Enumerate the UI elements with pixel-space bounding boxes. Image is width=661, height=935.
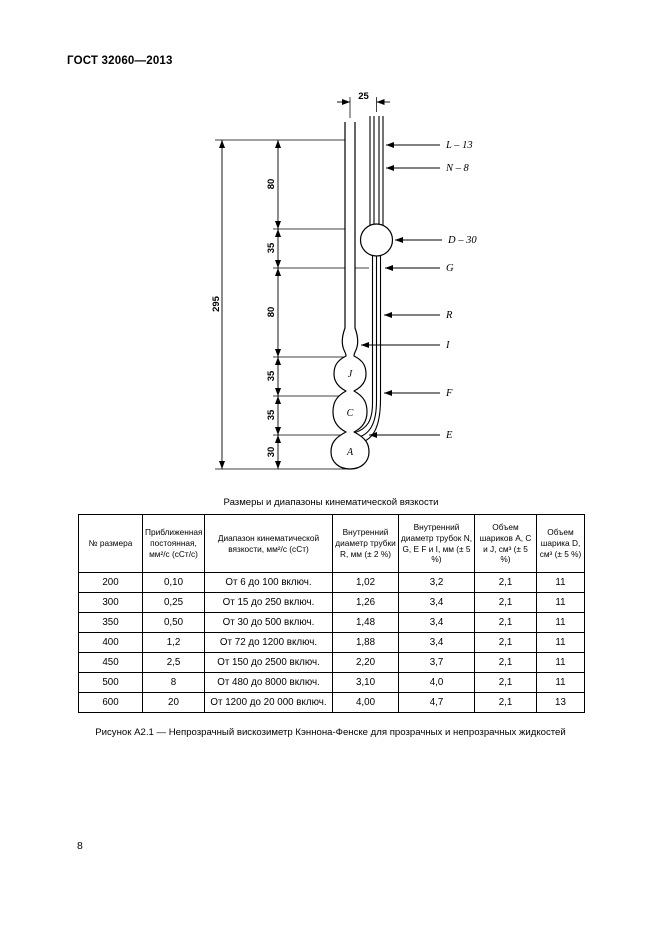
- table-row: [79, 573, 585, 593]
- table-cell: 3,10: [333, 673, 399, 693]
- table-cell: 1,02: [333, 573, 399, 593]
- table-cell: 11: [537, 633, 585, 653]
- table-cell: 400: [79, 633, 143, 653]
- bulb-letter-A: A: [346, 447, 354, 458]
- dim-label-width: 25: [358, 91, 369, 102]
- viscometer-figure: [140, 88, 520, 493]
- table-cell: 1,26: [333, 593, 399, 613]
- table-row: [79, 633, 585, 653]
- table-cell: 1,2: [143, 633, 205, 653]
- table-cell: 11: [537, 673, 585, 693]
- table-cell: 2,1: [475, 673, 537, 693]
- bulb-letter-C: C: [346, 408, 354, 419]
- table-cell: 500: [79, 673, 143, 693]
- col-header-range: Диапазон кинематической вязкости, мм²/с (сСт): [205, 515, 333, 573]
- right-tube: [370, 116, 383, 228]
- dim-label-segment: 80: [266, 178, 277, 190]
- dim-label-segment: 35: [266, 242, 277, 254]
- table-cell: 11: [537, 613, 585, 633]
- page-number: 8: [77, 840, 83, 852]
- table-cell: 8: [143, 673, 205, 693]
- col-header-tubes-ngef: Внутренний диаметр трубок N, G, E F и I, мм (± 5 %): [399, 515, 475, 573]
- table-row: [79, 673, 585, 693]
- callout-label-F: F: [446, 388, 453, 399]
- table-cell: 2,1: [475, 633, 537, 653]
- table-cell: 3,4: [399, 593, 475, 613]
- callout-label-N: N – 8: [446, 163, 469, 174]
- table-row: [79, 653, 585, 673]
- table-cell: 200: [79, 573, 143, 593]
- table-cell: 3,4: [399, 613, 475, 633]
- table-cell: 1,88: [333, 633, 399, 653]
- table-cell: 4,7: [399, 693, 475, 713]
- table-row: [79, 693, 585, 713]
- table-cell: 3,2: [399, 573, 475, 593]
- viscosity-table: [78, 514, 585, 713]
- callout-label-L: L – 13: [446, 140, 473, 151]
- doc-number: ГОСТ 32060—2013: [67, 55, 173, 67]
- table-cell: 4,00: [333, 693, 399, 713]
- callout-label-D: D – 30: [448, 235, 477, 246]
- table-cell: От 72 до 1200 включ.: [205, 633, 333, 653]
- col-header-bulb-d: Объем шарика D, см³ (± 5 %): [537, 515, 585, 573]
- bulb-letter-J: J: [347, 369, 353, 380]
- table-cell: 11: [537, 593, 585, 613]
- table-cell: 2,1: [475, 593, 537, 613]
- col-header-tube-r: Внутренний диаметр трубки R, мм (± 2 %): [333, 515, 399, 573]
- bulb-d: [361, 224, 393, 256]
- table-cell: 300: [79, 593, 143, 613]
- callout-label-R: R: [446, 310, 453, 321]
- table-cell: 2,20: [333, 653, 399, 673]
- table-row: [79, 613, 585, 633]
- table-cell: От 30 до 500 включ.: [205, 613, 333, 633]
- table-cell: 20: [143, 693, 205, 713]
- table-cell: 0,10: [143, 573, 205, 593]
- col-header-size: № размера: [79, 515, 143, 573]
- table-cell: 4,0: [399, 673, 475, 693]
- table-cell: 3,7: [399, 653, 475, 673]
- callout-label-I: I: [446, 340, 450, 351]
- table-cell: 350: [79, 613, 143, 633]
- col-header-bulbs-acj: Объем шариков A, C и J, см³ (± 5 %): [475, 515, 537, 573]
- callout-label-E: E: [446, 430, 453, 441]
- table-cell: 11: [537, 653, 585, 673]
- dim-label-segment: 30: [266, 446, 277, 458]
- table-cell: 600: [79, 693, 143, 713]
- table-cell: От 1200 до 20 000 включ.: [205, 693, 333, 713]
- table-cell: От 480 до 8000 включ.: [205, 673, 333, 693]
- table-row: [79, 593, 585, 613]
- dim-label-segment: 35: [266, 409, 277, 421]
- table-cell: 0,25: [143, 593, 205, 613]
- table-cell: 0,50: [143, 613, 205, 633]
- col-header-constant: Приближенная постоянная, мм²/с (сСт/с): [143, 515, 205, 573]
- dim-label-segment: 80: [266, 306, 277, 318]
- table-cell: От 150 до 2500 включ.: [205, 653, 333, 673]
- dim-label-segment: 35: [266, 370, 277, 382]
- table-cell: От 6 до 100 включ.: [205, 573, 333, 593]
- table-cell: 3,4: [399, 633, 475, 653]
- table-cell: 2,1: [475, 613, 537, 633]
- table-cell: 13: [537, 693, 585, 713]
- table-cell: 2,5: [143, 653, 205, 673]
- table-cell: 2,1: [475, 693, 537, 713]
- dim-label-overall: 295: [211, 296, 222, 312]
- table-cell: 1,48: [333, 613, 399, 633]
- table-cell: 2,1: [475, 653, 537, 673]
- table-cell: 11: [537, 573, 585, 593]
- table-header-row: [79, 515, 585, 573]
- figure-caption: Рисунок А2.1 — Непрозрачный вискозиметр Кэннона-Фенске для прозрачных и непрозрачных жидкостей: [95, 727, 566, 738]
- table-cell: 450: [79, 653, 143, 673]
- callout-label-G: G: [446, 263, 454, 274]
- table-cell: 2,1: [475, 573, 537, 593]
- table-title: Размеры и диапазоны кинематической вязкости: [223, 497, 439, 508]
- table-cell: От 15 до 250 включ.: [205, 593, 333, 613]
- callout-arrows: [361, 145, 442, 435]
